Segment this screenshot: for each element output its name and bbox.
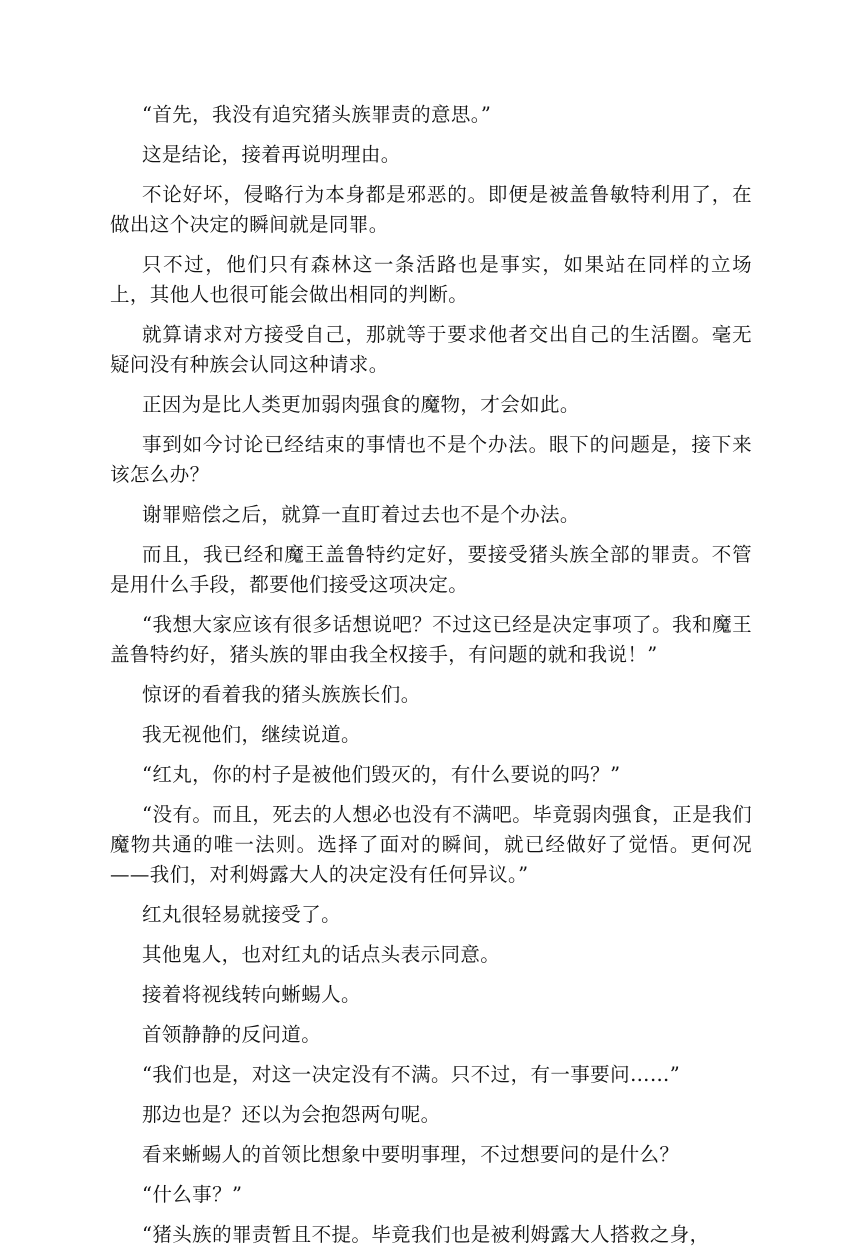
paragraph: 我无视他们，继续说道。 [142,723,361,746]
paragraph: “没有。而且，死去的人想必也没有不满吧。毕竟弱肉强食，正是我们魔物共通的唯一法则。选择了面对的瞬间，就已经做好了觉悟。更何况——我们，对利姆露大人的决定没有任何异议。” [110,803,752,886]
paragraph: 惊讶的看着我的猪头族族长们。 [142,683,421,706]
paragraph: 就算请求对方接受自己，那就等于要求他者交出自己的生活圈。毫无疑问没有种族会认同这种请求。 [110,323,752,376]
paragraph: “猪头族的罪责暂且不提。毕竟我们也是被利姆露大人搭救之身， [142,1223,710,1246]
paragraph: 而且，我已经和魔王盖鲁特约定好，要接受猪头族全部的罪责。不管是用什么手段，都要他们接受这项决定。 [110,543,752,596]
text-body [110,100,752,1260]
paragraph: “什么事？” [142,1183,243,1206]
paragraph: 其他鬼人，也对红丸的话点头表示同意。 [142,943,501,966]
paragraph: 谢罪赔偿之后，就算一直盯着过去也不是个办法。 [142,503,580,526]
paragraph: “我们也是，对这一决定没有不满。只不过，有一事要问……” [142,1063,681,1086]
paragraph: 事到如今讨论已经结束的事情也不是个办法。眼下的问题是，接下来该怎么办？ [110,433,752,486]
paragraph: 那边也是？还以为会抱怨两句呢。 [142,1103,441,1126]
paragraph: 红丸很轻易就接受了。 [142,903,342,926]
paragraph: 看来蜥蜴人的首领比想象中要明事理，不过想要问的是什么？ [142,1143,680,1166]
paragraph: “红丸，你的村子是被他们毁灭的，有什么要说的吗？” [142,763,621,786]
paragraph: “首先，我没有追究猪头族罪责的意思。” [142,103,492,126]
paragraph: 接着将视线转向蜥蜴人。 [142,983,361,1006]
paragraph: “我想大家应该有很多话想说吧？不过这已经是决定事项了。我和魔王盖鲁特约好，猪头族的罪由我全权接手，有问题的就和我说！” [110,613,752,666]
paragraph: 首领静静的反问道。 [142,1023,322,1046]
paragraph: 正因为是比人类更加弱肉强食的魔物，才会如此。 [142,393,580,416]
paragraph: 不论好坏，侵略行为本身都是邪恶的。即便是被盖鲁敏特利用了，在做出这个决定的瞬间就是同罪。 [110,183,752,236]
paragraph: 只不过，他们只有森林这一条活路也是事实，如果站在同样的立场上，其他人也很可能会做出相同的判断。 [110,253,752,306]
paragraph: 这是结论，接着再说明理由。 [142,143,401,166]
